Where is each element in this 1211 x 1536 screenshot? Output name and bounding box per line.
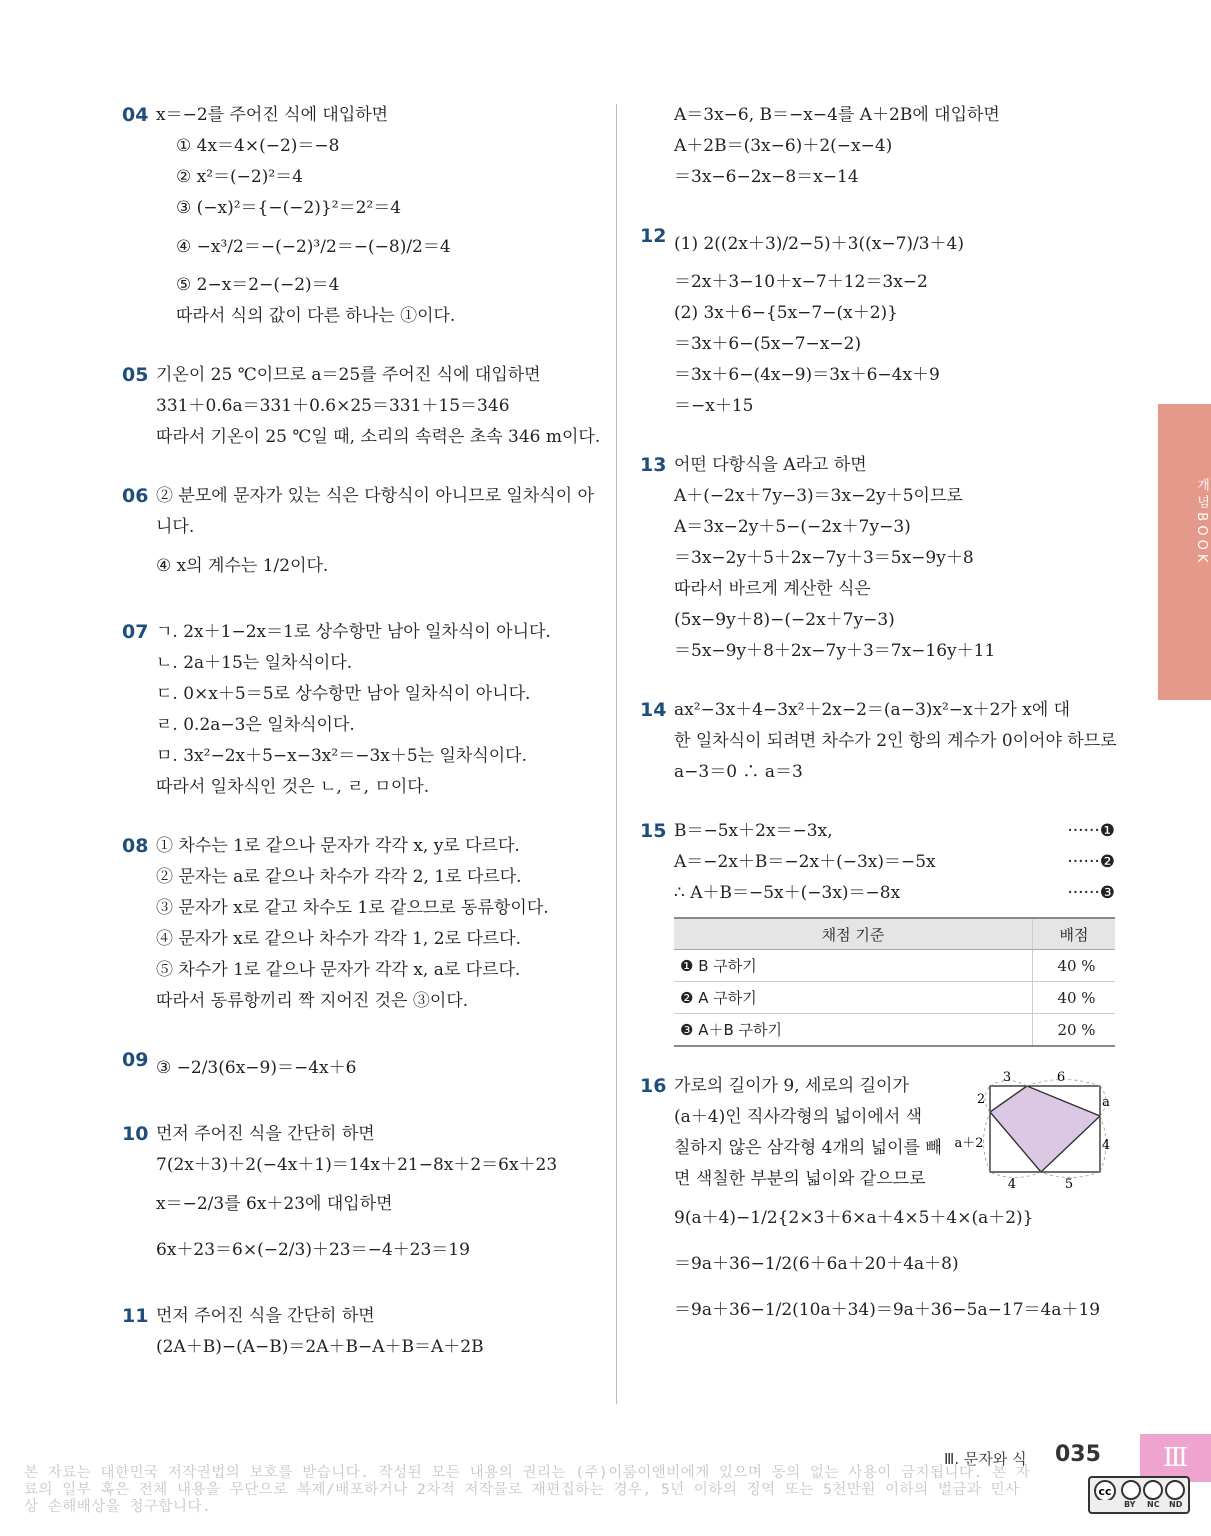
section-side-tab <box>1158 404 1211 700</box>
problem-number: 16 <box>640 1075 667 1097</box>
solution-line <box>156 481 592 512</box>
grading-header-criteria: 채점 기준 <box>674 918 1033 950</box>
solution-line <box>674 1287 1115 1333</box>
line-text: B＝−5x＋2x＝−3x, <box>674 821 833 841</box>
line-text: A＝3x−2y＋5−(−2x＋7y−3) <box>674 517 911 537</box>
problem-number: 11 <box>122 1305 149 1327</box>
grading-row <box>674 950 1115 982</box>
solution-line <box>674 162 1115 193</box>
side-tab-label: 개 념 B O O K <box>1194 478 1209 563</box>
solution-line <box>156 679 592 710</box>
line-text: ② x²＝(−2)²＝4 <box>176 167 304 187</box>
solution-line <box>156 360 592 391</box>
problem-body <box>674 450 1115 667</box>
problem-body <box>156 481 592 589</box>
problem-number: 12 <box>640 225 667 247</box>
line-text: ＝9a＋36−1/2(6＋6a＋20＋4a＋8) <box>674 1254 959 1274</box>
line-text: A＝3x−6, B＝−x−4를 A＋2B에 대입하면 <box>674 105 1000 125</box>
line-text: ＝3x＋6−(4x−9)＝3x＋6−4x＋9 <box>674 365 940 385</box>
line-text: ④ −x³/2＝−(−2)³/2＝−(−8)/2＝4 <box>176 237 451 257</box>
line-text: (2) 3x＋6−{5x−7−(x＋2)} <box>674 303 898 323</box>
problem-number: 14 <box>640 699 667 721</box>
problem-body <box>156 1301 592 1363</box>
line-text: ＝3x＋6−(5x−7−x−2) <box>674 334 862 354</box>
problem-cont <box>640 100 1115 193</box>
problem-11 <box>122 1301 592 1363</box>
problem-08 <box>122 831 592 1017</box>
solution-line <box>674 1241 1115 1287</box>
line-text: ＝3x−2y＋5＋2x−7y＋3＝5x−9y＋8 <box>674 548 974 568</box>
cc-by: BY <box>1124 1500 1136 1509</box>
solution-line <box>674 512 1115 543</box>
line-text: (5x−9y＋8)−(−2x＋7y−3) <box>674 610 895 630</box>
solution-line <box>156 772 592 803</box>
line-text: 따라서 동류항끼리 짝 지어진 것은 ③이다. <box>156 991 469 1011</box>
problem-07 <box>122 617 592 803</box>
solution-line <box>156 831 592 862</box>
solution-line <box>156 741 592 772</box>
copyright-notice: 본 자료는 대한민국 저작권법의 보호를 받습니다. 작성된 모든 내용의 권리는 (주)이룸이앤비에게 있으며 동의 없는 사용이 금지됩니다. 본 자료의 일부 혹은 전체 내용을 무단으로 복제/배포하거나 2차적 저작물로 재편집하는 경우, 5년 이하의 징역 또는 5천만원 이하의 벌금과 민사상 손해배상을 청구합니다. <box>24 1465 1031 1515</box>
line-text: ∴ A＋B＝−5x＋(−3x)＝−8x <box>674 883 901 903</box>
line-text: ＝5x−9y＋8＋2x−7y＋3＝7x−16y＋11 <box>674 641 996 661</box>
figure-label-left-bottom: a＋2 <box>955 1136 984 1151</box>
problem-number: 07 <box>122 621 149 643</box>
problem-number: 10 <box>122 1123 149 1145</box>
solution-line <box>156 648 592 679</box>
problem-05 <box>122 360 601 453</box>
line-text: A＋(−2x＋7y−3)＝3x−2y＋5이므로 <box>674 486 963 506</box>
grading-table <box>674 917 1115 1047</box>
solution-line <box>674 543 1115 574</box>
solution-line <box>674 329 1115 360</box>
figure-label-bottom-left: 4 <box>1007 1177 1017 1191</box>
line-text: ③ (−x)²＝{−(−2)}²＝2²＝4 <box>176 198 402 218</box>
grading-points: 40 % <box>1033 950 1116 982</box>
line-text: ax²−3x＋4−3x²＋2x−2＝(a−3)x²−x＋2가 x에 대 <box>674 700 1071 720</box>
solution-line <box>674 1071 1115 1102</box>
solution-line <box>674 574 1115 605</box>
figure-label-bottom-right: 5 <box>1064 1177 1074 1191</box>
line-text: 6x＋23＝6×(−2/3)＋23＝−4＋23＝19 <box>156 1240 470 1260</box>
solution-line <box>674 298 1115 329</box>
solution-line <box>674 221 1115 267</box>
line-text: (2A＋B)−(A−B)＝2A＋B−A＋B＝A＋2B <box>156 1337 484 1357</box>
problem-body <box>156 831 592 1017</box>
line-text: x＝−2를 주어진 식에 대입하면 <box>156 105 389 125</box>
line-text: ② 분모에 문자가 있는 식은 다항식이 아니므로 일차식이 아 <box>156 486 594 506</box>
solution-line <box>156 391 592 422</box>
grading-criteria: ❶ B 구하기 <box>674 950 1033 982</box>
line-text: 칠하지 않은 삼각형 4개의 넓이를 빼 <box>674 1138 942 1158</box>
solution-line <box>674 450 1115 481</box>
line-text: 한 일차식이 되려면 차수가 2인 항의 계수가 0이어야 하므로 <box>674 731 1117 751</box>
problem-body <box>674 100 1115 193</box>
cc-nc: NC <box>1147 1500 1160 1509</box>
line-text: 따라서 기온이 25 ℃일 때, 소리의 속력은 초속 346 m이다. <box>156 427 601 447</box>
solution-line <box>156 924 592 955</box>
solution-line <box>674 1102 1115 1133</box>
right-column <box>640 100 1115 1333</box>
line-text: ④ x의 계수는 1/2이다. <box>156 556 329 576</box>
problem-13 <box>640 450 1115 667</box>
grading-points: 40 % <box>1033 982 1116 1014</box>
line-text: ＝9a＋36−1/2(10a＋34)＝9a＋36−5a−17＝4a＋19 <box>674 1300 1101 1320</box>
line-text: ③ 문자가 x로 같고 차수도 1로 같으므로 동류항이다. <box>156 898 549 918</box>
line-text: 니다. <box>156 517 195 537</box>
line-text: 7(2x＋3)＋2(−4x＋1)＝14x＋21−8x＋2＝6x＋23 <box>156 1155 558 1175</box>
solution-line <box>156 543 592 589</box>
grading-row <box>674 982 1115 1014</box>
problem-14 <box>640 695 1115 788</box>
cc-nd: ND <box>1169 1500 1183 1509</box>
problem-06 <box>122 481 592 589</box>
solution-line <box>674 360 1115 391</box>
line-text: ② 문자는 a로 같으나 차수가 각각 2, 1로 다르다. <box>156 867 522 887</box>
line-text: ㄱ. 2x＋1−2x＝1로 상수항만 남아 일차식이 아니다. <box>156 622 551 642</box>
solution-line <box>674 726 1115 757</box>
problem-04 <box>122 100 592 332</box>
figure-label-right-top: a <box>1102 1095 1110 1110</box>
grading-points: 20 % <box>1033 1014 1116 1047</box>
line-text: ⑤ 차수가 1로 같으나 문자가 각각 x, a로 다르다. <box>156 960 521 980</box>
solution-line <box>156 893 592 924</box>
solution-line <box>156 1301 592 1332</box>
solution-line <box>674 131 1115 162</box>
problem-15 <box>640 816 1115 1047</box>
grading-criteria: ❷ A 구하기 <box>674 982 1033 1014</box>
line-text: 따라서 식의 값이 다른 하나는 ①이다. <box>176 306 456 326</box>
line-text: 따라서 일차식인 것은 ㄴ, ㄹ, ㅁ이다. <box>156 777 430 797</box>
solution-line <box>156 100 592 131</box>
solution-line <box>674 636 1115 667</box>
solution-line <box>156 986 592 1017</box>
solution-line <box>674 878 1115 909</box>
solution-line <box>674 267 1115 298</box>
line-text: 먼저 주어진 식을 간단히 하면 <box>156 1306 375 1326</box>
line-text: 기온이 25 ℃이므로 a＝25를 주어진 식에 대입하면 <box>156 365 541 385</box>
line-text: 따라서 바르게 계산한 식은 <box>674 579 871 599</box>
problem-body <box>156 1045 592 1091</box>
solution-line <box>156 617 592 648</box>
line-text: 어떤 다항식을 A라고 하면 <box>674 455 867 475</box>
solution-line <box>156 1181 592 1227</box>
grading-row <box>674 1014 1115 1047</box>
solution-line <box>156 710 592 741</box>
solution-line <box>674 695 1115 726</box>
figure-label-right-bottom: 4 <box>1101 1138 1111 1153</box>
line-text: a−3＝0 ∴ a＝3 <box>674 762 803 782</box>
line-text: ㅁ. 3x²−2x＋5−x−3x²＝−3x＋5는 일차식이다. <box>156 746 528 766</box>
line-text: ④ 문자가 x로 같으나 차수가 각각 1, 2로 다르다. <box>156 929 522 949</box>
line-text: ㄹ. 0.2a−3은 일차식이다. <box>156 715 355 735</box>
problem-body <box>674 695 1115 788</box>
solution-line <box>156 955 592 986</box>
step-marker: ······❶ <box>1067 821 1115 841</box>
problem-number: 15 <box>640 820 667 842</box>
problem-body <box>156 617 592 803</box>
column-divider <box>616 104 617 1404</box>
left-column <box>122 100 601 1363</box>
line-text: 면 색칠한 부분의 넓이와 같으므로 <box>674 1169 926 1189</box>
line-text: x＝−2/3를 6x＋23에 대입하면 <box>156 1194 393 1214</box>
solution-line <box>156 512 592 543</box>
solution-line <box>156 193 592 224</box>
problem-12 <box>640 221 1115 422</box>
line-text: A＝−2x＋B＝−2x＋(−3x)＝−5x <box>674 852 936 872</box>
line-text: ① 차수는 1로 같으나 문자가 각각 x, y로 다르다. <box>156 836 520 856</box>
problem-10 <box>122 1119 592 1273</box>
grading-header-points: 배점 <box>1033 918 1116 950</box>
problem-body <box>674 221 1115 422</box>
solution-line <box>674 757 1115 788</box>
solution-line <box>674 847 1115 878</box>
solution-line <box>156 1332 592 1363</box>
line-text: (1) 2((2x＋3)/2−5)＋3((x−7)/3＋4) <box>674 234 965 254</box>
cc-license-badge <box>1088 1476 1190 1514</box>
problem-number: 06 <box>122 485 149 507</box>
step-marker: ······❷ <box>1067 852 1115 872</box>
solution-line <box>156 1150 592 1181</box>
chapter-label: Ⅲ. 문자와 식 <box>944 1450 1027 1468</box>
line-text: ㄴ. 2a＋15는 일차식이다. <box>156 653 353 673</box>
line-text: ＝3x−6−2x−8＝x−14 <box>674 167 859 187</box>
solution-line <box>156 131 592 162</box>
problem-number: 04 <box>122 104 149 126</box>
solution-line <box>156 270 592 301</box>
problem-body <box>674 1071 1115 1333</box>
line-text: ＝2x＋3−10＋x−7＋12＝3x−2 <box>674 272 928 292</box>
problem-number: 13 <box>640 454 667 476</box>
line-text: ⑤ 2−x＝2−(−2)＝4 <box>176 275 340 295</box>
solution-line <box>674 816 1115 847</box>
problem-body <box>674 816 1115 1047</box>
line-text: 먼저 주어진 식을 간단히 하면 <box>156 1124 375 1144</box>
solution-line <box>674 605 1115 636</box>
line-text: A＋2B＝(3x−6)＋2(−x−4) <box>674 136 893 156</box>
line-text: ㄷ. 0×x＋5＝5로 상수항만 남아 일차식이 아니다. <box>156 684 531 704</box>
solution-line <box>156 1119 592 1150</box>
problem-number: 08 <box>122 835 149 857</box>
solution-line <box>674 1195 1115 1241</box>
solution-line <box>156 1227 592 1273</box>
problem-16 <box>640 1071 1115 1333</box>
problem-body <box>156 360 601 453</box>
problem-number: 09 <box>122 1049 149 1071</box>
line-text: (a＋4)인 직사각형의 넓이에서 색 <box>674 1107 923 1127</box>
line-text: ③ −2/3(6x−9)＝−4x＋6 <box>156 1058 357 1078</box>
solution-line <box>674 1164 1115 1195</box>
solution-line <box>674 100 1115 131</box>
figure-label-top-right: 6 <box>1056 1071 1066 1085</box>
solution-line <box>156 301 592 332</box>
line-text: 9(a＋4)−1/2{2×3＋6×a＋4×5＋4×(a＋2)} <box>674 1208 1034 1228</box>
figure-label-left-top: 2 <box>976 1092 986 1107</box>
chapter-tab: Ⅲ <box>1140 1434 1211 1482</box>
solution-line <box>156 862 592 893</box>
line-text: 331＋0.6a＝331＋0.6×25＝331＋15＝346 <box>156 396 510 416</box>
solution-line <box>156 224 592 270</box>
solution-line <box>156 1045 592 1091</box>
line-text: ① 4x＝4×(−2)＝−8 <box>176 136 340 156</box>
cc-icons <box>1090 1478 1188 1500</box>
problem-number: 05 <box>122 364 149 386</box>
problem-body <box>156 100 592 332</box>
solution-line <box>156 422 601 453</box>
problem-09 <box>122 1045 592 1091</box>
problem-body <box>156 1119 592 1273</box>
page-number: 035 <box>1055 1442 1101 1467</box>
figure-label-top-left: 3 <box>1002 1071 1012 1085</box>
solution-line <box>156 162 592 193</box>
grading-criteria: ❸ A＋B 구하기 <box>674 1014 1033 1047</box>
solution-line <box>674 481 1115 512</box>
svg-text:cc: cc <box>1098 1485 1112 1498</box>
solution-line <box>674 391 1115 422</box>
line-text: 가로의 길이가 9, 세로의 길이가 <box>674 1076 909 1096</box>
step-marker: ······❸ <box>1067 883 1115 903</box>
solution-line <box>674 1133 1115 1164</box>
line-text: ＝−x＋15 <box>674 396 754 416</box>
